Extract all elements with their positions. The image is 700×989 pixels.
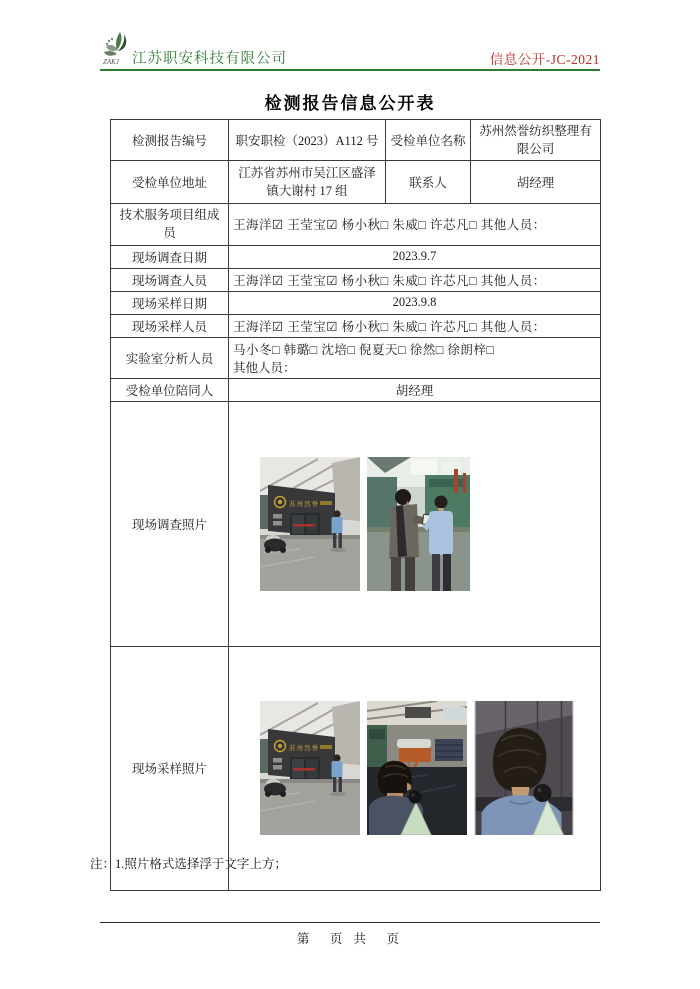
footer-rule: [100, 922, 600, 923]
unit-addr-value: 江苏省苏州市吴江区盛泽镇大谢村 17 组: [229, 161, 386, 204]
document-code: 信息公开-JC-2021: [489, 52, 600, 67]
svg-text:ZAKJ: ZAKJ: [103, 58, 119, 66]
page-title: 检测报告信息公开表: [264, 94, 436, 113]
report-info-table: [110, 119, 601, 891]
table-row: [111, 204, 601, 245]
sample-staff-checklist: 王海洋☑ 王莹宝☑ 杨小秋□ 朱威□ 许芯凡□ 其他人员：: [229, 314, 601, 337]
letterhead: [100, 30, 600, 68]
footnote: 注：1.照片格式选择浮于文字上方；: [90, 857, 287, 871]
contact-label: 联系人: [386, 161, 471, 204]
survey-date-label: 现场调查日期: [111, 245, 229, 268]
survey-photos-row: [111, 401, 601, 646]
sample-photo-headset: [474, 701, 574, 835]
report-no-value: 职安职检（2023）A112 号: [229, 120, 386, 161]
team-label: 技术服务项目组成员: [111, 204, 229, 245]
table-row: [111, 120, 601, 161]
escort-label: 受检单位陪同人: [111, 378, 229, 401]
table-row: [111, 378, 601, 401]
table-row: [111, 291, 601, 314]
company-name: 江苏职安科技有限公司: [132, 51, 287, 67]
sample-date-value: 2023.9.8: [229, 291, 601, 314]
team-checklist: 王海洋☑ 王莹宝☑ 杨小秋□ 朱威□ 许芯凡□ 其他人员：: [229, 204, 601, 245]
contact-value: 胡经理: [471, 161, 601, 204]
table-row: [111, 337, 601, 378]
lab-analysts-label: 实验室分析人员: [111, 337, 229, 378]
survey-photos-cell: [229, 401, 601, 646]
unit-name-value: 苏州然誉纺织整理有限公司: [471, 120, 601, 161]
escort-value: 胡经理: [229, 378, 601, 401]
lab-analysts-line2: 其他人员：: [233, 360, 296, 375]
sample-date-label: 现场采样日期: [111, 291, 229, 314]
lab-analysts-value: [229, 337, 601, 378]
table-row: [111, 314, 601, 337]
survey-date-value: 2023.9.7: [229, 245, 601, 268]
survey-photos-label: 现场调查照片: [111, 401, 229, 646]
survey-staff-label: 现场调查人员: [111, 268, 229, 291]
sample-photos-label: 现场采样照片: [111, 646, 229, 890]
sample-photo-machine: [367, 701, 467, 835]
table-row: [111, 268, 601, 291]
table-row: [111, 161, 601, 204]
svg-text:苏州然誉: 苏州然誉: [289, 745, 319, 752]
lab-analysts-line1: 马小冬□ 韩璐□ 沈培□ 倪夏天□ 徐然□ 徐朗梓□: [233, 342, 495, 357]
sample-photo-entrance: [260, 701, 360, 835]
header-rule: [100, 69, 600, 71]
table-row: [111, 245, 601, 268]
svg-text:苏州然誉: 苏州然誉: [289, 500, 319, 508]
unit-addr-label: 受检单位地址: [111, 161, 229, 204]
page-number-footer: 第 页 共 页: [296, 932, 404, 946]
unit-name-label: 受检单位名称: [386, 120, 471, 161]
sample-staff-label: 现场采样人员: [111, 314, 229, 337]
report-no-label: 检测报告编号: [111, 120, 229, 161]
survey-photo-interview: [367, 457, 470, 591]
survey-photo-entrance: [260, 457, 360, 591]
survey-staff-checklist: 王海洋☑ 王莹宝☑ 杨小秋□ 朱威□ 许芯凡□ 其他人员：: [229, 268, 601, 291]
